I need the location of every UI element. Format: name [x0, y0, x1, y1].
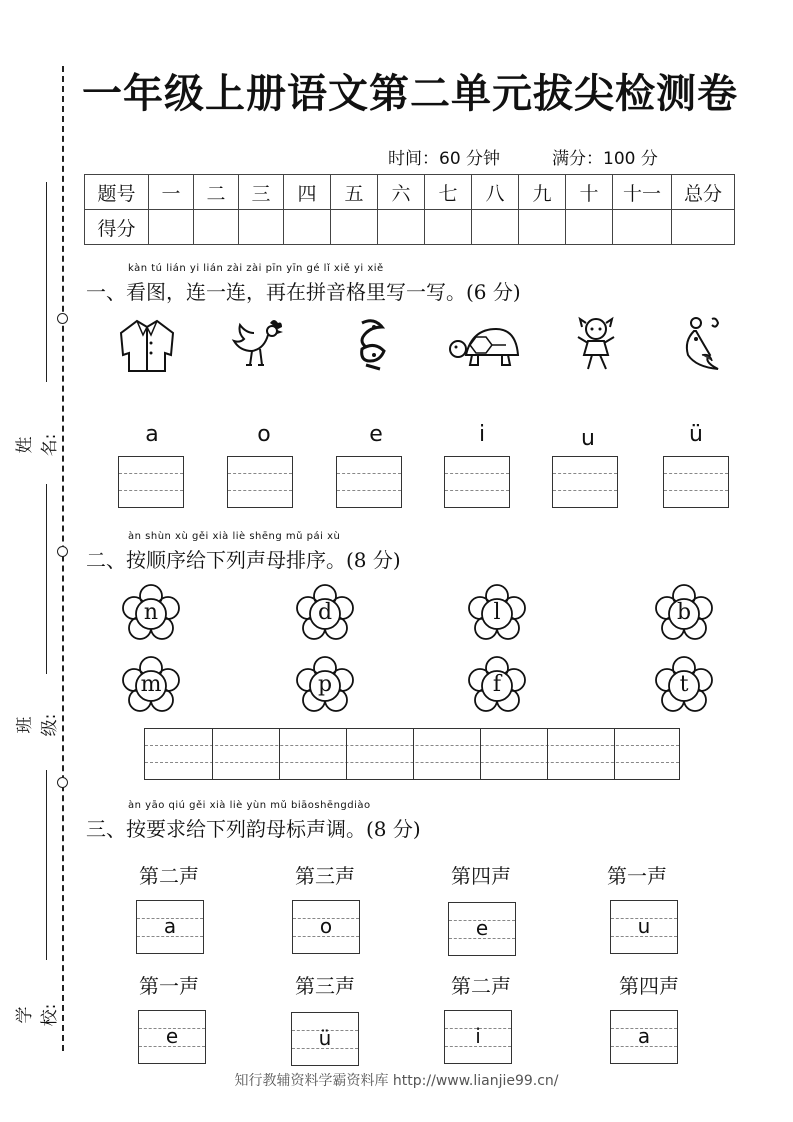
score-table — [84, 174, 735, 245]
vowel-label: ü — [689, 422, 703, 447]
tone-writing-box[interactable] — [136, 900, 204, 954]
table-header-cell: 五 — [331, 175, 378, 210]
binding-hole — [57, 313, 68, 324]
vowel-letter: o — [319, 914, 333, 938]
vowel-letter: a — [163, 914, 177, 938]
table-header-cell: 十 — [566, 175, 613, 210]
tone-writing-box[interactable] — [610, 1010, 678, 1064]
consonant-letter: t — [679, 672, 689, 697]
consonant-letter: n — [143, 600, 159, 625]
school-label: 学校: — [15, 1003, 60, 1027]
consonant-letter: f — [492, 672, 502, 697]
vowel-letter: ü — [318, 1026, 332, 1050]
table-header-cell: 总分 — [672, 175, 735, 210]
table-header-cell: 九 — [519, 175, 566, 210]
pinyin-writing-grid[interactable] — [663, 456, 729, 508]
footer-watermark: 知行教辅资料学霸资料库 http://www.lianjie99.cn/ — [234, 1073, 559, 1089]
table-header-cell: 四 — [284, 175, 331, 210]
section2-pinyin: àn shùn xù gěi xià liè shēng mǔ pái xù — [128, 531, 341, 542]
table-header-cell: 八 — [472, 175, 519, 210]
section3-title: 三、按要求给下列韵母标声调。(8 分) — [86, 817, 421, 841]
consonant-letter: p — [317, 672, 333, 697]
score-cell[interactable] — [284, 210, 331, 245]
name-write-line[interactable] — [46, 182, 47, 382]
school-write-line[interactable] — [46, 770, 47, 960]
tone-writing-box[interactable] — [444, 1010, 512, 1064]
binding-dashed-line — [62, 66, 64, 1051]
tone-writing-box[interactable] — [448, 902, 516, 956]
table-header-cell: 二 — [194, 175, 239, 210]
pinyin-writing-grid[interactable] — [552, 456, 618, 508]
tone-writing-box[interactable] — [292, 900, 360, 954]
score-cell[interactable] — [194, 210, 239, 245]
vowel-label: e — [369, 422, 383, 447]
binding-hole — [57, 546, 68, 557]
vowel-letter: e — [475, 916, 489, 940]
class-label: 班级: — [15, 713, 60, 737]
tone-writing-box[interactable] — [610, 900, 678, 954]
consonant-letter: m — [140, 672, 162, 697]
table-header-cell: 六 — [378, 175, 425, 210]
pinyin-writing-grid[interactable] — [336, 456, 402, 508]
table-header-cell: 七 — [425, 175, 472, 210]
pinyin-writing-grid[interactable] — [444, 456, 510, 508]
score-table-score-row — [85, 210, 735, 245]
pinyin-writing-grid[interactable] — [118, 456, 184, 508]
score-cell[interactable] — [472, 210, 519, 245]
turtle-icon[interactable] — [446, 315, 522, 375]
section1-title: 一、看图，连一连，再在拼音格里写一写。(6 分) — [86, 280, 521, 304]
tone-label: 第三声 — [295, 864, 355, 888]
tone-label: 第二声 — [139, 864, 199, 888]
tone-label: 第二声 — [451, 974, 511, 998]
pinyin-writing-grid[interactable] — [227, 456, 293, 508]
section1-pinyin: kàn tú lián yi lián zài zài pīn yīn gé lǐ xiě yi xiě — [128, 263, 384, 274]
tone-writing-box[interactable] — [291, 1012, 359, 1066]
section3-pinyin: àn yāo qiú gěi xià liè yùn mǔ biāoshēngdiào — [128, 800, 371, 811]
name-label: 姓名: — [15, 433, 60, 457]
consonant-letter: l — [493, 600, 501, 625]
consonant-letter: d — [317, 600, 333, 625]
vowel-letter: e — [165, 1024, 179, 1048]
vowel-label: a — [145, 422, 159, 447]
consonant-letter: b — [676, 600, 692, 625]
seal-icon[interactable] — [676, 315, 740, 375]
score-table-header-row — [85, 175, 735, 210]
score-cell[interactable] — [149, 210, 194, 245]
page-title: 一年级上册语文第二单元拔尖检测卷 — [82, 71, 738, 117]
table-header-cell: 三 — [239, 175, 284, 210]
tone-label: 第三声 — [295, 974, 355, 998]
vowel-letter: a — [637, 1024, 651, 1048]
rooster-icon[interactable] — [226, 315, 290, 375]
table-header-cell: 题号 — [85, 175, 149, 210]
tone-writing-box[interactable] — [138, 1010, 206, 1064]
full-score: 满分：100 分 — [552, 149, 658, 169]
tone-label: 第一声 — [139, 974, 199, 998]
table-row-label: 得分 — [85, 210, 149, 245]
score-cell[interactable] — [331, 210, 378, 245]
table-header-cell: 一 — [149, 175, 194, 210]
coat-icon[interactable] — [115, 315, 179, 375]
score-cell[interactable] — [425, 210, 472, 245]
class-write-line[interactable] — [46, 484, 47, 674]
goose-icon[interactable] — [340, 315, 404, 375]
vowel-letter: u — [637, 914, 651, 938]
tone-label: 第一声 — [607, 864, 667, 888]
girl-icon[interactable] — [566, 315, 630, 375]
binding-hole — [57, 777, 68, 788]
time-limit: 时间：60 分钟 — [388, 149, 501, 169]
vowel-label: u — [581, 426, 595, 451]
vowel-label: i — [478, 422, 486, 447]
vowel-letter: i — [475, 1024, 481, 1048]
score-cell[interactable] — [613, 210, 672, 245]
score-cell[interactable] — [672, 210, 735, 245]
sorting-writing-grid[interactable] — [144, 728, 680, 780]
score-cell[interactable] — [519, 210, 566, 245]
score-cell[interactable] — [378, 210, 425, 245]
tone-label: 第四声 — [619, 974, 679, 998]
section2-title: 二、按顺序给下列声母排序。(8 分) — [86, 548, 401, 572]
table-header-cell: 十一 — [613, 175, 672, 210]
score-cell[interactable] — [239, 210, 284, 245]
score-cell[interactable] — [566, 210, 613, 245]
tone-label: 第四声 — [451, 864, 511, 888]
vowel-label: o — [257, 422, 271, 447]
